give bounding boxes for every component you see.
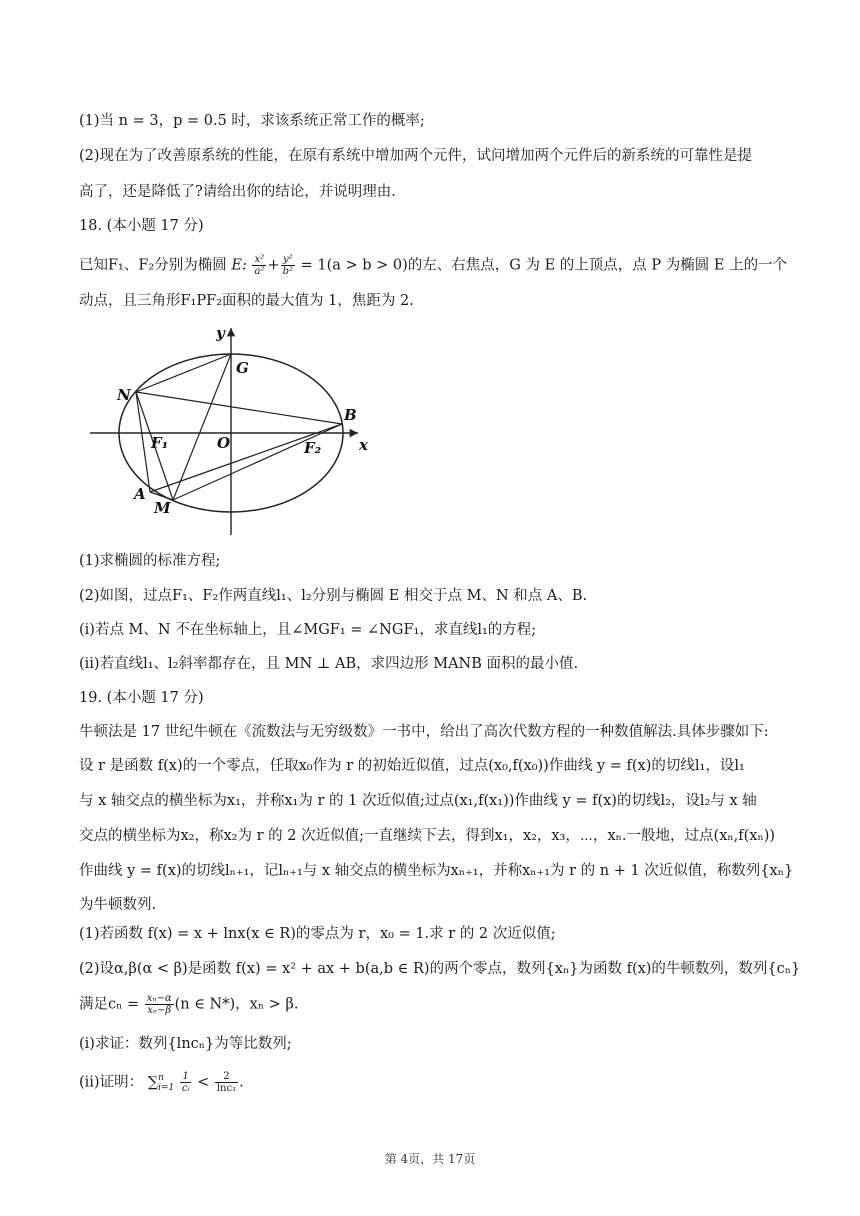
text-line: (1)若函数 f(x) = x + lnx(x ∈ R)的零点为 r，x₀ = 1.求 r 的 2 次近似值; <box>79 926 556 942</box>
label-N: N <box>117 386 131 404</box>
less-than: < <box>197 1074 210 1091</box>
text-line: 已知F₁、F₂分别为椭圆 E: $\frac{\text{x²}}{\text{a²}}$ + $\frac{\text{y²}}{\text{b²}}$ = 1(a > b > 0)的左、右焦点，G 为 E 的上顶点，点 P 为椭圆 E 上的一个 <box>79 254 788 277</box>
sum-limits <box>158 1073 174 1093</box>
label-O: O <box>217 434 231 452</box>
fraction-x <box>252 254 266 277</box>
ellipse-label: E: <box>231 257 247 274</box>
denominator: cᵢ <box>181 1083 190 1094</box>
text-segment: (n ∈ N*)，xₙ > β. <box>174 996 299 1013</box>
text-line: (2)现在为了改善原系统的性能，在原有系统中增加两个元件，试问增加两个元件后的新系统的可靠性是提 <box>79 148 753 164</box>
label-M: M <box>154 499 171 517</box>
fraction-sum <box>180 1071 192 1094</box>
text-line: (ⅱ)若直线l₁、l₂斜率都存在，且 MN ⊥ AB，求四边形 MANB 面积的最小值. <box>79 656 579 672</box>
denominator: b² <box>282 266 294 277</box>
fraction-c <box>145 993 174 1016</box>
numerator: x² <box>252 254 266 266</box>
sum-symbol: ∑ <box>147 1074 159 1091</box>
text-line: (2)如图，过点F₁、F₂作两直线l₁、l₂分别与椭圆 E 相交于点 M、N 和点 A、B. <box>79 588 588 604</box>
label-F1: F₁ <box>151 434 169 452</box>
denominator: xₙ−β <box>147 1005 172 1016</box>
text-line <box>79 1071 244 1094</box>
fraction-bound <box>215 1071 238 1094</box>
segment-NG <box>136 354 231 392</box>
text-segment: 满足cₙ = <box>79 996 140 1013</box>
segment-BA <box>150 424 342 492</box>
label-B: B <box>344 406 357 424</box>
text-line: (ⅰ)求证：数列{lncₙ}为等比数列; <box>79 1036 292 1052</box>
label-F2: F₂ <box>304 439 322 457</box>
sum-lower: i=1 <box>158 1082 175 1093</box>
text-line: 设 r 是函数 f(x)的一个零点，任取x₀作为 r 的初始近似值，过点(x₀,f(x₀))作曲线 y = f(x)的切线l₁，设l₁ <box>79 758 745 774</box>
text-segment: 已知F₁、F₂分别为椭圆 <box>79 257 227 274</box>
text-line: 交点的横坐标为x₂，称x₂为 r 的 2 次近似值;一直继续下去，得到x₁，x₂，x₃，⋯，xₙ.一般地，过点(xₙ,f(xₙ)) <box>79 828 776 844</box>
text-line: (1)求椭圆的标准方程; <box>79 553 221 569</box>
label-G: G <box>236 359 249 377</box>
text-line: 牛顿法是 17 世纪牛顿在《流数法与无穷级数》一书中，给出了高次代数方程的一种数值解法.具体步骤如下: <box>79 724 769 740</box>
text-line: (ⅰ)若点 M、N 不在坐标轴上，且∠MGF₁ = ∠NGF₁，求直线l₁的方程; <box>79 622 537 638</box>
fraction-y <box>281 254 295 277</box>
sum-upper: n <box>158 1072 164 1083</box>
label-x: x <box>359 436 368 454</box>
ellipse-figure <box>88 322 378 562</box>
text-segment: . <box>239 1074 244 1091</box>
numerator: 1 <box>180 1071 192 1083</box>
text-segment: (ⅱ)证明： <box>79 1074 144 1091</box>
segment-NB <box>136 392 342 424</box>
denominator: a² <box>254 266 265 277</box>
text-line: 为牛顿数列. <box>79 897 157 913</box>
text-line: 动点，且三角形F₁PF₂面积的最大值为 1，焦距为 2. <box>79 293 414 309</box>
text-line: 高了，还是降低了?请给出你的结论，并说明理由. <box>79 184 396 200</box>
text-line: (1)当 n = 3，p = 0.5 时，求该系统正常工作的概率; <box>79 113 425 129</box>
text-line: 与 x 轴交点的横坐标为x₁，并称x₁为 r 的 1 次近似值;过点(x₁,f(x₁))作曲线 y = f(x)的切线l₂，设l₂与 x 轴 <box>79 793 757 809</box>
text-line <box>79 993 298 1016</box>
question-header: 19. (本小题 17 分) <box>79 690 204 706</box>
denominator: lnc₁ <box>216 1083 237 1094</box>
numerator: y² <box>281 254 295 266</box>
text-segment: 的左、右焦点，G 为 E 的上顶点，点 P 为椭圆 E 上的一个 <box>407 257 788 274</box>
label-y: y <box>216 324 225 342</box>
question-header: 18. (本小题 17 分) <box>79 218 204 234</box>
text-line: 作曲线 y = f(x)的切线lₙ₊₁，记lₙ₊₁与 x 轴交点的横坐标为xₙ₊₁，并称xₙ₊₁为 r 的 n + 1 次近似值，称数列{xₙ} <box>79 863 794 879</box>
page-footer: 第 4页，共 17页 <box>384 1152 476 1166</box>
equation-rest: = 1(a > b > 0) <box>300 257 408 274</box>
numerator: 2 <box>215 1071 238 1083</box>
text-line: (2)设α,β(α < β)是函数 f(x) = x² + ax + b(a,b ∈ R)的两个零点，数列{xₙ}为函数 f(x)的牛顿数列，数列{cₙ} <box>79 961 801 977</box>
label-A: A <box>134 485 146 503</box>
numerator: xₙ−α <box>146 993 172 1004</box>
